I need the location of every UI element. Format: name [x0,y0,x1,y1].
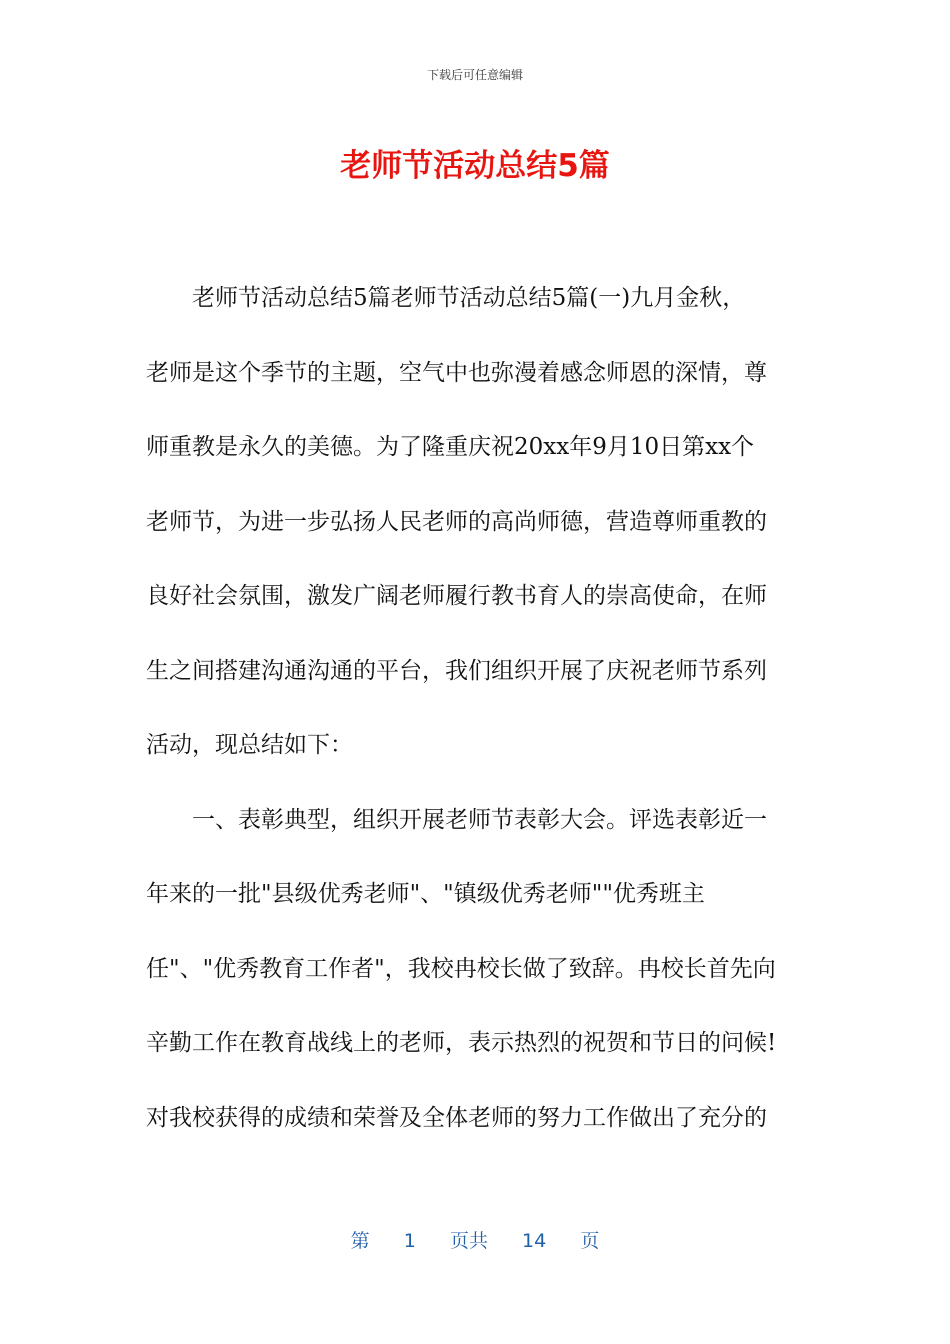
paragraph-line: 老师是这个季节的主题，空气中也弥漫着感念师恩的深情，尊 [146,359,767,386]
footer-middle: 页共 [449,1230,488,1252]
paragraph-line: 任"、"优秀教育工作者"，我校冉校长做了致辞。冉校长首先向 [146,955,776,982]
header-note: 下载后可任意编辑 [426,68,523,82]
paragraph-line: 老师节活动总结5篇老师节活动总结5篇(一)九月金秋， [192,285,746,311]
footer-total-pages: 14 [522,1230,547,1252]
paragraph-line: 年来的一批"县级优秀老师"、"镇级优秀老师""优秀班主 [146,881,705,907]
document-body [146,273,806,1167]
paragraph-line: 生之间搭建沟通沟通的平台，我们组织开展了庆祝老师节系列 [146,657,767,684]
footer-page-number: 1 [403,1230,416,1252]
document-title: 老师节活动总结5篇 [340,148,610,184]
paragraph-line: 对我校获得的成绩和荣誉及全体老师的努力工作做出了充分的 [146,1104,767,1131]
paragraph-line: 老师节，为进一步弘扬人民老师的高尚师德，营造尊师重教的 [146,508,767,535]
paragraph-line: 一、表彰典型，组织开展老师节表彰大会。评选表彰近一 [192,806,767,833]
footer-prefix: 第 [350,1230,370,1252]
paragraph-line: 辛勤工作在教育战线上的老师，表示热烈的祝贺和节日的问候! [146,1030,777,1056]
page-footer [0,1226,950,1253]
paragraph-line: 良好社会氛围，激发广阔老师履行教书育人的崇高使命，在师 [146,583,767,609]
paragraph-line: 师重教是永久的美德。为了隆重庆祝20xx年9月10日第xx个 [146,434,755,460]
footer-suffix: 页 [580,1230,600,1252]
paragraph-line: 活动，现总结如下： [146,732,353,758]
